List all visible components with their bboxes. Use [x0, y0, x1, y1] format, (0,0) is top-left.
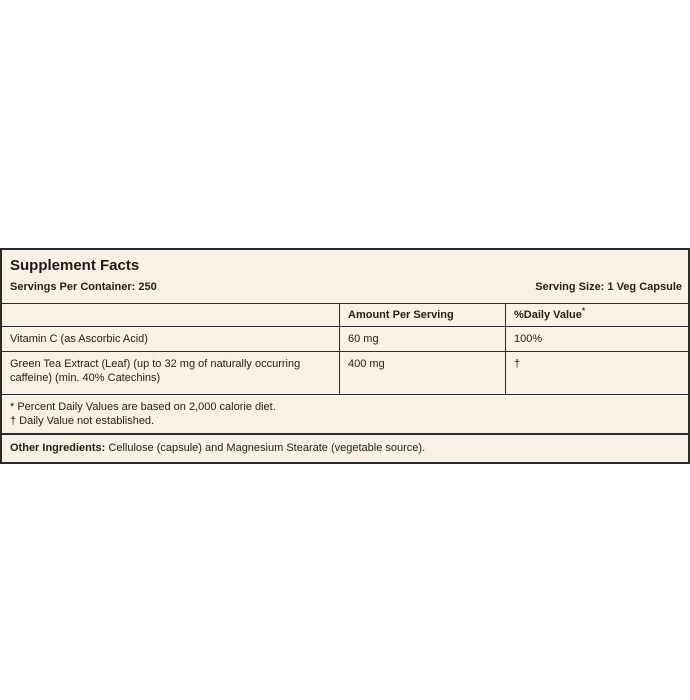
ingredient-name: Green Tea Extract (Leaf) (up to 32 mg of naturally occurring caffeine) (min. 40% Catechins)	[10, 358, 301, 384]
footnote-percent-daily-values: * Percent Daily Values are based on 2,000 calorie diet.	[10, 401, 276, 413]
ingredient-amount: 60 mg	[339, 327, 505, 351]
footnote-daily-value-not-established: † Daily Value not established.	[10, 415, 155, 427]
header-cell-amount-per-serving: Amount Per Serving	[339, 304, 505, 326]
ingredient-amount: 400 mg	[339, 352, 505, 394]
footnotes-section	[2, 395, 688, 435]
daily-value-header-text: %Daily Value	[514, 309, 582, 321]
ingredient-daily-value: 100%	[505, 327, 688, 351]
servings-per-container-label: Servings Per Container: 250	[10, 281, 157, 293]
table-row-green-tea-extract	[2, 352, 688, 395]
other-ingredients-section	[2, 435, 688, 462]
table-header-row	[2, 304, 688, 327]
panel-title-row	[2, 250, 688, 276]
header-cell-ingredient	[2, 304, 339, 326]
supplement-facts-panel	[0, 248, 690, 464]
ingredient-daily-value: †	[505, 352, 688, 394]
serving-size-label: Serving Size: 1 Veg Capsule	[535, 281, 682, 293]
ingredient-name: Vitamin C (as Ascorbic Acid)	[10, 333, 148, 345]
other-ingredients-label: Other Ingredients:	[10, 442, 106, 454]
panel-title: Supplement Facts	[10, 257, 140, 274]
other-ingredients-text: Cellulose (capsule) and Magnesium Stearate (vegetable source).	[105, 442, 426, 454]
table-row-vitamin-c	[2, 327, 688, 352]
daily-value-asterisk: *	[581, 306, 585, 316]
serving-info-row	[2, 276, 688, 304]
header-cell-daily-value	[505, 304, 688, 326]
